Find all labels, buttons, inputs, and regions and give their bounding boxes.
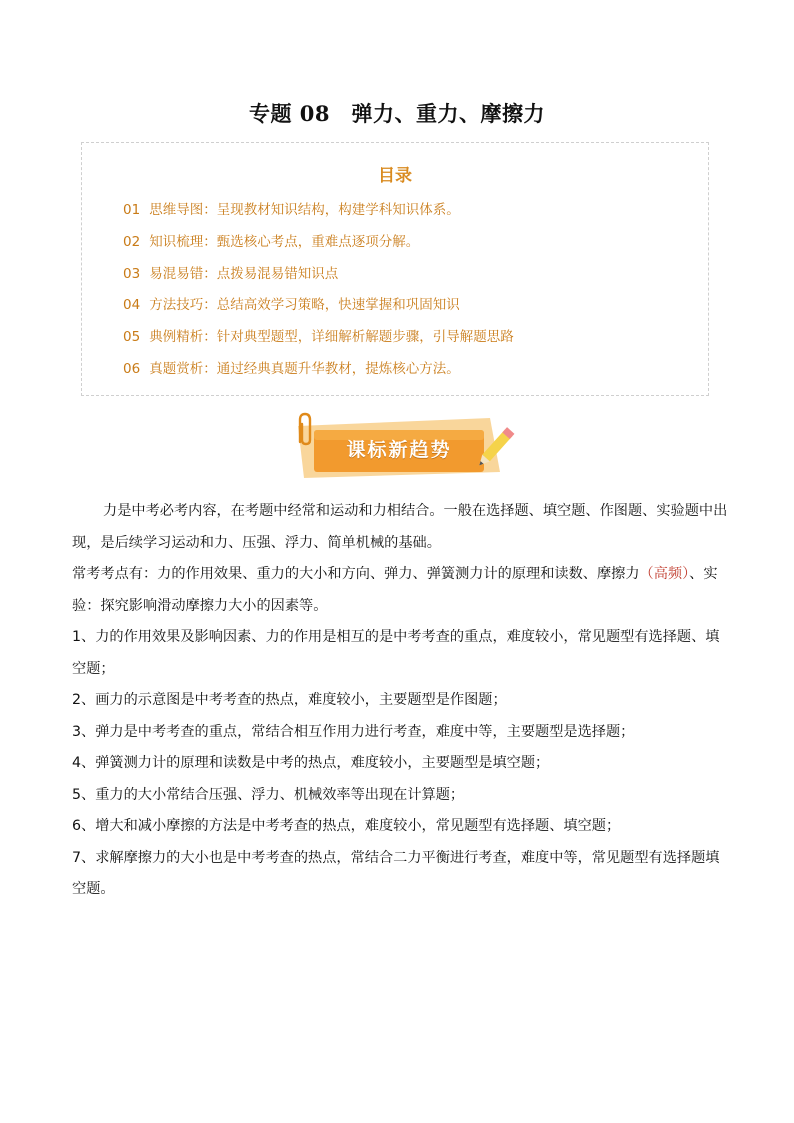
point-item: 5、重力的大小常结合压强、浮力、机械效率等出现在计算题； — [72, 786, 465, 803]
toc-item — [123, 359, 514, 391]
section-banner — [290, 412, 520, 488]
table-of-contents — [81, 142, 709, 396]
toc-item-number: 06 — [123, 360, 141, 377]
toc-item-text: 易混易错：点拨易混易错知识点 — [149, 265, 339, 282]
toc-item — [123, 200, 514, 232]
toc-item — [123, 295, 514, 327]
point-item: 6、增大和减小摩擦的方法是中考考查的热点，难度较小，常见题型有选择题、填空题； — [72, 818, 621, 834]
high-frequency-tag: （高频） — [639, 566, 690, 582]
toc-item-number: 04 — [123, 297, 141, 314]
toc-heading: 目录 — [378, 166, 412, 186]
point-item: 7、求解摩擦力的大小也是中考考查的热点，常结合二力平衡进行考查，难度中等，常见题型有选择题填空题。 — [72, 849, 720, 897]
document-title: 专题 08 弹力、重力、摩擦力 — [248, 101, 546, 126]
toc-item-text: 思维导图：呈现教材知识结构，构建学科知识体系。 — [149, 202, 460, 218]
toc-item — [123, 232, 514, 264]
banner-title: 课标新趋势 — [346, 439, 452, 461]
toc-item-number: 03 — [123, 265, 141, 282]
toc-item — [123, 264, 514, 296]
toc-item-text: 方法技巧：总结高效学习策略，快速掌握和巩固知识 — [149, 297, 460, 314]
point-item: 1、力的作用效果及影响因素、力的作用是相互的是中考考查的重点，难度较小，常见题型有选择题、填空题； — [72, 629, 720, 677]
common-points-text-end: 、实验：探究影响滑动摩擦力大小的因素等。 — [72, 566, 718, 614]
toc-list — [123, 200, 514, 391]
toc-item-text: 真题赏析：通过经典真题升华教材，提炼核心方法。 — [149, 360, 460, 377]
toc-item-number: 02 — [123, 233, 141, 250]
toc-item-number: 01 — [123, 202, 141, 218]
point-item: 2、画力的示意图是中考考查的热点，难度较小，主要题型是作图题； — [72, 692, 507, 708]
point-item: 4、弹簧测力计的原理和读数是中考的热点，难度较小，主要题型是填空题； — [72, 755, 550, 771]
main-content — [72, 496, 732, 906]
intro-paragraph: 力是中考必考内容，在考题中经常和运动和力相结合。一般在选择题、填空题、作图题、实验题中出现，是后续学习运动和力、压强、浮力、简单机械的基础。 — [72, 503, 728, 551]
toc-item-text: 典例精析：针对典型题型，详细解析解题步骤，引导解题思路 — [149, 329, 514, 346]
toc-item-text: 知识梳理：甄选核心考点，重难点逐项分解。 — [149, 233, 420, 250]
point-item: 3、弹力是中考考查的重点，常结合相互作用力进行考查，难度中等，主要题型是选择题； — [72, 723, 635, 740]
toc-item-number: 05 — [123, 329, 141, 346]
toc-item — [123, 327, 514, 359]
common-points-paragraph — [72, 559, 732, 622]
common-points-text: 常考考点有：力的作用效果、重力的大小和方向、弹力、弹簧测力计的原理和读数、摩擦力 — [72, 566, 640, 582]
